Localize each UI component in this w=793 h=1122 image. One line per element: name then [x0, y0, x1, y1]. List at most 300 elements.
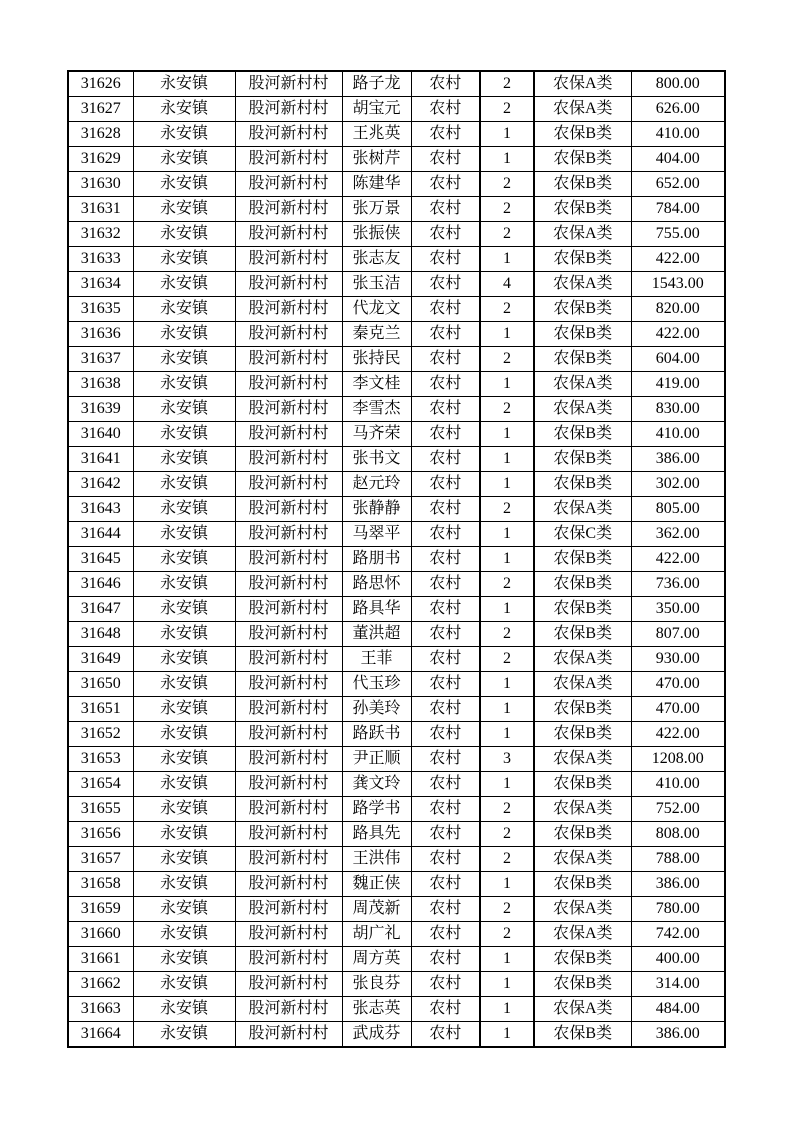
cell-name: 赵元玲 — [342, 472, 411, 497]
cell-id: 31657 — [68, 847, 133, 872]
cell-residence: 农村 — [411, 672, 480, 697]
cell-amount: 742.00 — [631, 922, 725, 947]
cell-name: 王菲 — [342, 647, 411, 672]
cell-town: 永安镇 — [133, 997, 235, 1022]
cell-id: 31661 — [68, 947, 133, 972]
cell-id: 31648 — [68, 622, 133, 647]
cell-insurance_type: 农保B类 — [534, 947, 631, 972]
cell-insurance_type: 农保A类 — [534, 847, 631, 872]
cell-village: 股河新村村 — [235, 122, 342, 147]
table-row — [68, 472, 725, 497]
cell-count: 2 — [480, 797, 534, 822]
cell-insurance_type: 农保B类 — [534, 297, 631, 322]
cell-town: 永安镇 — [133, 722, 235, 747]
cell-village: 股河新村村 — [235, 347, 342, 372]
cell-amount: 314.00 — [631, 972, 725, 997]
cell-insurance_type: 农保A类 — [534, 71, 631, 97]
cell-id: 31630 — [68, 172, 133, 197]
cell-insurance_type: 农保B类 — [534, 347, 631, 372]
table-row — [68, 422, 725, 447]
cell-count: 1 — [480, 772, 534, 797]
cell-town: 永安镇 — [133, 672, 235, 697]
cell-id: 31629 — [68, 147, 133, 172]
cell-village: 股河新村村 — [235, 497, 342, 522]
cell-town: 永安镇 — [133, 497, 235, 522]
cell-residence: 农村 — [411, 297, 480, 322]
cell-insurance_type: 农保B类 — [534, 722, 631, 747]
cell-count: 1 — [480, 372, 534, 397]
table-row — [68, 447, 725, 472]
cell-amount: 422.00 — [631, 547, 725, 572]
cell-residence: 农村 — [411, 872, 480, 897]
cell-residence: 农村 — [411, 322, 480, 347]
cell-name: 龚文玲 — [342, 772, 411, 797]
cell-town: 永安镇 — [133, 1022, 235, 1048]
cell-village: 股河新村村 — [235, 472, 342, 497]
cell-name: 董洪超 — [342, 622, 411, 647]
cell-town: 永安镇 — [133, 122, 235, 147]
cell-id: 31643 — [68, 497, 133, 522]
cell-amount: 362.00 — [631, 522, 725, 547]
cell-town: 永安镇 — [133, 572, 235, 597]
cell-id: 31639 — [68, 397, 133, 422]
cell-insurance_type: 农保A类 — [534, 897, 631, 922]
cell-amount: 386.00 — [631, 1022, 725, 1048]
cell-insurance_type: 农保B类 — [534, 422, 631, 447]
cell-village: 股河新村村 — [235, 897, 342, 922]
cell-town: 永安镇 — [133, 222, 235, 247]
cell-town: 永安镇 — [133, 272, 235, 297]
cell-town: 永安镇 — [133, 747, 235, 772]
cell-id: 31654 — [68, 772, 133, 797]
cell-name: 代龙文 — [342, 297, 411, 322]
cell-village: 股河新村村 — [235, 797, 342, 822]
table-row — [68, 1022, 725, 1048]
cell-amount: 419.00 — [631, 372, 725, 397]
cell-id: 31660 — [68, 922, 133, 947]
cell-count: 1 — [480, 122, 534, 147]
cell-count: 2 — [480, 297, 534, 322]
cell-count: 2 — [480, 172, 534, 197]
cell-insurance_type: 农保B类 — [534, 1022, 631, 1048]
cell-amount: 930.00 — [631, 647, 725, 672]
cell-id: 31658 — [68, 872, 133, 897]
table-row — [68, 997, 725, 1022]
cell-village: 股河新村村 — [235, 547, 342, 572]
cell-residence: 农村 — [411, 397, 480, 422]
cell-residence: 农村 — [411, 372, 480, 397]
cell-count: 1 — [480, 947, 534, 972]
cell-village: 股河新村村 — [235, 1022, 342, 1048]
table-row — [68, 547, 725, 572]
cell-name: 马齐荣 — [342, 422, 411, 447]
cell-count: 4 — [480, 272, 534, 297]
cell-village: 股河新村村 — [235, 722, 342, 747]
cell-village: 股河新村村 — [235, 372, 342, 397]
cell-residence: 农村 — [411, 572, 480, 597]
cell-count: 1 — [480, 547, 534, 572]
cell-residence: 农村 — [411, 922, 480, 947]
cell-town: 永安镇 — [133, 247, 235, 272]
table-row — [68, 272, 725, 297]
table-row — [68, 97, 725, 122]
cell-amount: 784.00 — [631, 197, 725, 222]
cell-count: 1 — [480, 472, 534, 497]
cell-name: 张持民 — [342, 347, 411, 372]
table-row — [68, 122, 725, 147]
cell-insurance_type: 农保A类 — [534, 922, 631, 947]
cell-village: 股河新村村 — [235, 872, 342, 897]
cell-village: 股河新村村 — [235, 222, 342, 247]
cell-name: 周方英 — [342, 947, 411, 972]
cell-residence: 农村 — [411, 422, 480, 447]
cell-id: 31637 — [68, 347, 133, 372]
cell-name: 路具先 — [342, 822, 411, 847]
cell-insurance_type: 农保A类 — [534, 672, 631, 697]
table-row — [68, 972, 725, 997]
cell-name: 胡宝元 — [342, 97, 411, 122]
cell-village: 股河新村村 — [235, 172, 342, 197]
cell-residence: 农村 — [411, 647, 480, 672]
cell-name: 张振侠 — [342, 222, 411, 247]
cell-village: 股河新村村 — [235, 71, 342, 97]
cell-name: 张志友 — [342, 247, 411, 272]
cell-count: 2 — [480, 847, 534, 872]
cell-count: 2 — [480, 222, 534, 247]
table-row — [68, 772, 725, 797]
cell-residence: 农村 — [411, 772, 480, 797]
cell-name: 胡广礼 — [342, 922, 411, 947]
cell-residence: 农村 — [411, 997, 480, 1022]
cell-count: 1 — [480, 972, 534, 997]
cell-id: 31638 — [68, 372, 133, 397]
cell-village: 股河新村村 — [235, 672, 342, 697]
cell-name: 张静静 — [342, 497, 411, 522]
cell-residence: 农村 — [411, 347, 480, 372]
cell-residence: 农村 — [411, 822, 480, 847]
cell-amount: 800.00 — [631, 71, 725, 97]
table-body — [68, 71, 725, 1047]
table-row — [68, 872, 725, 897]
cell-id: 31645 — [68, 547, 133, 572]
cell-id: 31626 — [68, 71, 133, 97]
cell-id: 31649 — [68, 647, 133, 672]
cell-name: 路跃书 — [342, 722, 411, 747]
cell-town: 永安镇 — [133, 172, 235, 197]
cell-amount: 1208.00 — [631, 747, 725, 772]
cell-village: 股河新村村 — [235, 972, 342, 997]
cell-insurance_type: 农保A类 — [534, 97, 631, 122]
cell-insurance_type: 农保B类 — [534, 147, 631, 172]
cell-residence: 农村 — [411, 897, 480, 922]
cell-count: 2 — [480, 497, 534, 522]
cell-insurance_type: 农保B类 — [534, 572, 631, 597]
cell-id: 31635 — [68, 297, 133, 322]
table-row — [68, 797, 725, 822]
cell-village: 股河新村村 — [235, 697, 342, 722]
cell-town: 永安镇 — [133, 797, 235, 822]
cell-town: 永安镇 — [133, 897, 235, 922]
cell-count: 2 — [480, 197, 534, 222]
cell-town: 永安镇 — [133, 522, 235, 547]
cell-name: 王洪伟 — [342, 847, 411, 872]
cell-town: 永安镇 — [133, 97, 235, 122]
cell-town: 永安镇 — [133, 647, 235, 672]
document-page — [67, 70, 726, 1048]
cell-residence: 农村 — [411, 447, 480, 472]
cell-amount: 780.00 — [631, 897, 725, 922]
cell-village: 股河新村村 — [235, 322, 342, 347]
cell-count: 1 — [480, 997, 534, 1022]
cell-name: 李文桂 — [342, 372, 411, 397]
cell-name: 代玉珍 — [342, 672, 411, 697]
cell-amount: 470.00 — [631, 697, 725, 722]
cell-village: 股河新村村 — [235, 522, 342, 547]
cell-village: 股河新村村 — [235, 572, 342, 597]
cell-name: 魏正侠 — [342, 872, 411, 897]
table-row — [68, 647, 725, 672]
cell-amount: 422.00 — [631, 322, 725, 347]
table-row — [68, 347, 725, 372]
cell-residence: 农村 — [411, 747, 480, 772]
cell-id: 31632 — [68, 222, 133, 247]
cell-amount: 820.00 — [631, 297, 725, 322]
table-row — [68, 697, 725, 722]
cell-village: 股河新村村 — [235, 247, 342, 272]
cell-insurance_type: 农保A类 — [534, 497, 631, 522]
table-row — [68, 197, 725, 222]
cell-amount: 830.00 — [631, 397, 725, 422]
cell-name: 武成芬 — [342, 1022, 411, 1048]
cell-count: 1 — [480, 697, 534, 722]
cell-count: 2 — [480, 822, 534, 847]
cell-village: 股河新村村 — [235, 97, 342, 122]
cell-residence: 农村 — [411, 272, 480, 297]
cell-count: 1 — [480, 722, 534, 747]
cell-name: 路学书 — [342, 797, 411, 822]
cell-amount: 807.00 — [631, 622, 725, 647]
table-row — [68, 222, 725, 247]
cell-insurance_type: 农保B类 — [534, 172, 631, 197]
cell-residence: 农村 — [411, 472, 480, 497]
table-row — [68, 622, 725, 647]
cell-id: 31659 — [68, 897, 133, 922]
cell-village: 股河新村村 — [235, 847, 342, 872]
cell-village: 股河新村村 — [235, 147, 342, 172]
cell-insurance_type: 农保B类 — [534, 447, 631, 472]
cell-id: 31636 — [68, 322, 133, 347]
cell-village: 股河新村村 — [235, 422, 342, 447]
cell-amount: 410.00 — [631, 422, 725, 447]
cell-id: 31655 — [68, 797, 133, 822]
cell-town: 永安镇 — [133, 947, 235, 972]
cell-town: 永安镇 — [133, 297, 235, 322]
cell-town: 永安镇 — [133, 372, 235, 397]
cell-amount: 805.00 — [631, 497, 725, 522]
table-row — [68, 572, 725, 597]
cell-village: 股河新村村 — [235, 772, 342, 797]
cell-residence: 农村 — [411, 597, 480, 622]
cell-amount: 752.00 — [631, 797, 725, 822]
cell-id: 31633 — [68, 247, 133, 272]
table-row — [68, 71, 725, 97]
cell-insurance_type: 农保A类 — [534, 997, 631, 1022]
cell-town: 永安镇 — [133, 922, 235, 947]
cell-amount: 422.00 — [631, 247, 725, 272]
cell-residence: 农村 — [411, 947, 480, 972]
table-row — [68, 247, 725, 272]
cell-residence: 农村 — [411, 122, 480, 147]
cell-residence: 农村 — [411, 622, 480, 647]
cell-id: 31642 — [68, 472, 133, 497]
cell-amount: 626.00 — [631, 97, 725, 122]
cell-town: 永安镇 — [133, 197, 235, 222]
cell-town: 永安镇 — [133, 697, 235, 722]
cell-town: 永安镇 — [133, 71, 235, 97]
cell-id: 31647 — [68, 597, 133, 622]
table-row — [68, 672, 725, 697]
cell-name: 路朋书 — [342, 547, 411, 572]
table-row — [68, 947, 725, 972]
cell-id: 31640 — [68, 422, 133, 447]
cell-name: 路思怀 — [342, 572, 411, 597]
cell-count: 2 — [480, 647, 534, 672]
table-row — [68, 922, 725, 947]
cell-insurance_type: 农保B类 — [534, 822, 631, 847]
cell-insurance_type: 农保B类 — [534, 622, 631, 647]
cell-town: 永安镇 — [133, 772, 235, 797]
cell-amount: 410.00 — [631, 772, 725, 797]
cell-village: 股河新村村 — [235, 822, 342, 847]
cell-insurance_type: 农保A类 — [534, 747, 631, 772]
cell-insurance_type: 农保B类 — [534, 247, 631, 272]
cell-amount: 302.00 — [631, 472, 725, 497]
cell-insurance_type: 农保B类 — [534, 472, 631, 497]
table-row — [68, 497, 725, 522]
cell-village: 股河新村村 — [235, 197, 342, 222]
cell-insurance_type: 农保B类 — [534, 597, 631, 622]
table-row — [68, 172, 725, 197]
table-row — [68, 747, 725, 772]
cell-id: 31628 — [68, 122, 133, 147]
cell-id: 31663 — [68, 997, 133, 1022]
cell-village: 股河新村村 — [235, 272, 342, 297]
cell-residence: 农村 — [411, 797, 480, 822]
cell-id: 31652 — [68, 722, 133, 747]
cell-village: 股河新村村 — [235, 447, 342, 472]
cell-id: 31634 — [68, 272, 133, 297]
cell-residence: 农村 — [411, 197, 480, 222]
cell-insurance_type: 农保B类 — [534, 872, 631, 897]
cell-insurance_type: 农保B类 — [534, 772, 631, 797]
cell-name: 张玉洁 — [342, 272, 411, 297]
cell-count: 2 — [480, 572, 534, 597]
cell-id: 31651 — [68, 697, 133, 722]
cell-residence: 农村 — [411, 1022, 480, 1048]
table-row — [68, 397, 725, 422]
cell-amount: 736.00 — [631, 572, 725, 597]
cell-amount: 652.00 — [631, 172, 725, 197]
cell-amount: 484.00 — [631, 997, 725, 1022]
cell-amount: 604.00 — [631, 347, 725, 372]
cell-id: 31627 — [68, 97, 133, 122]
table-row — [68, 522, 725, 547]
cell-insurance_type: 农保A类 — [534, 797, 631, 822]
cell-id: 31662 — [68, 972, 133, 997]
cell-id: 31650 — [68, 672, 133, 697]
cell-id: 31641 — [68, 447, 133, 472]
cell-name: 张书文 — [342, 447, 411, 472]
table-row — [68, 822, 725, 847]
cell-insurance_type: 农保B类 — [534, 697, 631, 722]
cell-residence: 农村 — [411, 172, 480, 197]
cell-name: 陈建华 — [342, 172, 411, 197]
cell-count: 1 — [480, 247, 534, 272]
cell-town: 永安镇 — [133, 397, 235, 422]
cell-name: 路具华 — [342, 597, 411, 622]
cell-count: 1 — [480, 447, 534, 472]
cell-count: 1 — [480, 597, 534, 622]
cell-id: 31653 — [68, 747, 133, 772]
cell-name: 王兆英 — [342, 122, 411, 147]
cell-insurance_type: 农保A类 — [534, 372, 631, 397]
cell-insurance_type: 农保C类 — [534, 522, 631, 547]
cell-insurance_type: 农保B类 — [534, 972, 631, 997]
cell-amount: 422.00 — [631, 722, 725, 747]
table-row — [68, 372, 725, 397]
cell-count: 2 — [480, 622, 534, 647]
cell-town: 永安镇 — [133, 872, 235, 897]
cell-village: 股河新村村 — [235, 297, 342, 322]
cell-name: 马翠平 — [342, 522, 411, 547]
cell-residence: 农村 — [411, 547, 480, 572]
cell-id: 31656 — [68, 822, 133, 847]
cell-residence: 农村 — [411, 847, 480, 872]
cell-insurance_type: 农保A类 — [534, 272, 631, 297]
cell-village: 股河新村村 — [235, 597, 342, 622]
cell-count: 1 — [480, 147, 534, 172]
cell-name: 李雪杰 — [342, 397, 411, 422]
cell-village: 股河新村村 — [235, 647, 342, 672]
cell-id: 31644 — [68, 522, 133, 547]
cell-residence: 农村 — [411, 247, 480, 272]
cell-count: 1 — [480, 522, 534, 547]
cell-count: 3 — [480, 747, 534, 772]
cell-town: 永安镇 — [133, 472, 235, 497]
cell-town: 永安镇 — [133, 622, 235, 647]
cell-residence: 农村 — [411, 697, 480, 722]
cell-name: 张志英 — [342, 997, 411, 1022]
cell-town: 永安镇 — [133, 547, 235, 572]
cell-village: 股河新村村 — [235, 997, 342, 1022]
cell-amount: 1543.00 — [631, 272, 725, 297]
cell-count: 1 — [480, 422, 534, 447]
cell-village: 股河新村村 — [235, 947, 342, 972]
cell-insurance_type: 农保B类 — [534, 547, 631, 572]
cell-town: 永安镇 — [133, 972, 235, 997]
table-row — [68, 147, 725, 172]
cell-name: 秦克兰 — [342, 322, 411, 347]
cell-insurance_type: 农保A类 — [534, 397, 631, 422]
cell-amount: 755.00 — [631, 222, 725, 247]
cell-insurance_type: 农保B类 — [534, 322, 631, 347]
cell-count: 1 — [480, 322, 534, 347]
benefit-roster-table — [67, 70, 726, 1048]
table-row — [68, 597, 725, 622]
cell-residence: 农村 — [411, 147, 480, 172]
cell-town: 永安镇 — [133, 847, 235, 872]
cell-count: 1 — [480, 672, 534, 697]
